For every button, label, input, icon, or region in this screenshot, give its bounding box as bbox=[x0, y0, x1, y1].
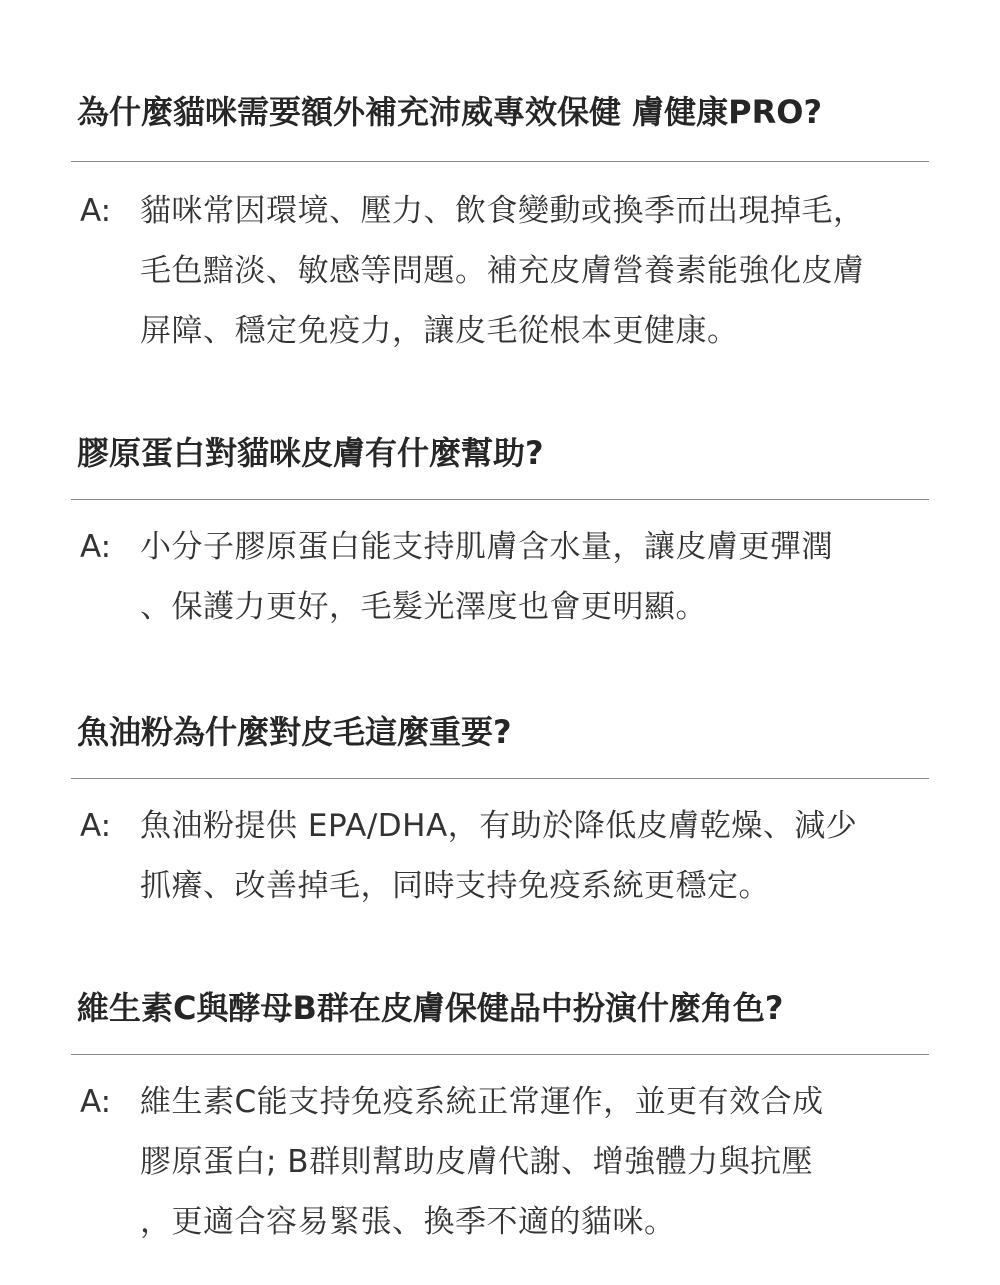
answer-prefix: A: bbox=[80, 808, 112, 844]
answer-prefix: A: bbox=[80, 529, 112, 565]
answer-line: 貓咪常因環境、壓力、飲食變動或換季而出現掉毛， bbox=[140, 193, 865, 229]
faq-question: 維生素C與酵母B群在皮膚保健品中扮演什麼角色? bbox=[77, 989, 784, 1027]
answer-prefix: A: bbox=[80, 1084, 112, 1120]
answer-line: 毛色黯淡、敏感等問題。補充皮膚營養素能強化皮膚 bbox=[140, 253, 865, 289]
answer-prefix: A: bbox=[80, 193, 112, 229]
faq-answer bbox=[140, 181, 940, 361]
divider bbox=[71, 161, 929, 162]
faq-question: 為什麼貓咪需要額外補充沛威專效保健 膚健康PRO? bbox=[77, 93, 823, 131]
answer-line: 維生素C能支持免疫系統正常運作，並更有效合成 bbox=[140, 1084, 824, 1120]
answer-line: 小分子膠原蛋白能支持肌膚含水量，讓皮膚更彈潤 bbox=[140, 529, 833, 565]
answer-line: 屏障、穩定免疫力，讓皮毛從根本更健康。 bbox=[140, 313, 739, 349]
answer-line: 抓癢、改善掉毛，同時支持免疫系統更穩定。 bbox=[140, 868, 770, 904]
answer-line: ，更適合容易緊張、換季不適的貓咪。 bbox=[140, 1204, 676, 1240]
divider bbox=[71, 1054, 929, 1055]
divider bbox=[71, 499, 929, 500]
faq-answer bbox=[140, 517, 940, 637]
faq-answer bbox=[140, 1072, 940, 1252]
answer-line: 膠原蛋白; B群則幫助皮膚代謝、增強體力與抗壓 bbox=[140, 1144, 814, 1180]
answer-line: 、保護力更好，毛髮光澤度也會更明顯。 bbox=[140, 589, 707, 625]
answer-line: 魚油粉提供 EPA/DHA，有助於降低皮膚乾燥、減少 bbox=[140, 808, 858, 844]
divider bbox=[71, 778, 929, 779]
faq-question: 膠原蛋白對貓咪皮膚有什麼幫助? bbox=[77, 434, 544, 472]
faq-answer bbox=[140, 796, 940, 916]
faq-question: 魚油粉為什麼對皮毛這麼重要? bbox=[77, 713, 512, 751]
